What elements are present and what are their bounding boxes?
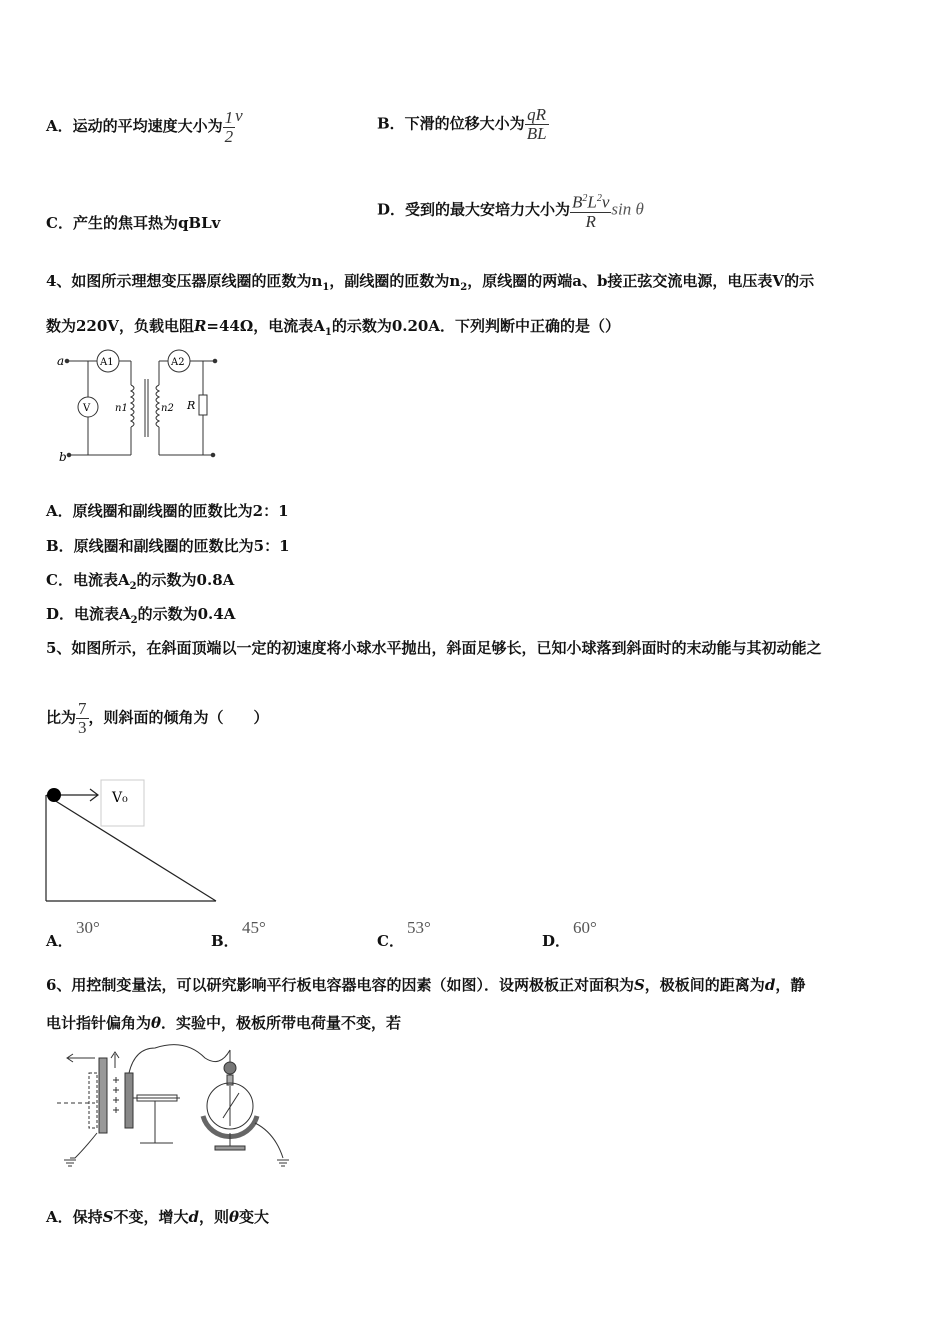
var-theta: θ (229, 1208, 240, 1226)
fraction-force (570, 190, 611, 231)
transformer-diagram (55, 345, 225, 470)
frac-num: 7 (78, 699, 87, 718)
q4-option-c (46, 569, 234, 592)
label-n2: n2 (161, 403, 174, 414)
var-s: S (633, 976, 645, 994)
text: 不变，增大 (113, 1208, 189, 1226)
capacitor-diagram (55, 1038, 300, 1178)
q4-option-d (46, 603, 235, 626)
text: C．电流表A (46, 571, 130, 589)
q3-option-c (46, 212, 220, 233)
frac-num: qR (525, 106, 549, 125)
option-c-label: C．产生的焦耳热为qBLv (46, 214, 221, 232)
sub: 2 (129, 581, 137, 592)
sub: 2 (460, 282, 468, 293)
fraction-half (223, 109, 236, 146)
text: 的示数为0.4A (137, 605, 236, 623)
label-b: b (59, 450, 67, 464)
frac-den: BL (526, 124, 547, 143)
q6-line-1 (46, 966, 908, 1004)
q4-line-1 (46, 262, 908, 307)
text: ，静 (775, 976, 806, 994)
sub: 1 (322, 282, 330, 293)
label-a2: A2 (171, 357, 185, 368)
var-r: R (193, 317, 207, 335)
q5-option-b: B． (211, 932, 239, 950)
q5-option-a: A． (46, 932, 73, 950)
q5-line-2 (46, 700, 269, 737)
label-a1: A1 (100, 357, 114, 368)
ball (47, 788, 61, 802)
frac-num (570, 190, 611, 213)
q5-option-d-value: 60° (573, 918, 597, 937)
text: ，则 (199, 1208, 230, 1226)
q5-option-a-value: 30° (76, 918, 100, 937)
text: 6、用控制变量法，可以研究影响平行板电容器电容的因素（如图）．设两极板正对面积为 (46, 976, 634, 994)
sin-theta: sin θ (611, 199, 644, 219)
q5-option-b-value: 45° (242, 918, 266, 937)
text: =44Ω，电流表A (206, 317, 325, 335)
q3-option-d (377, 190, 644, 231)
text: 变大 (239, 1208, 270, 1226)
option-a-label: A．运动的平均速度大小为 (46, 117, 223, 135)
text: 的示数为0.8A (136, 571, 235, 589)
sub: 1 (324, 327, 332, 338)
q6-option-a (46, 1206, 269, 1227)
label-v: V (83, 403, 91, 414)
q5-line-1: 5、如图所示，在斜面顶端以一定的初速度将小球水平抛出，斜面足够长，已知小球落到斜面时的末动能与其初动能之 (46, 639, 822, 657)
option-b-label: B．下滑的位移大小为 (377, 114, 525, 133)
frac-den: R (585, 211, 596, 231)
var-v: v (601, 192, 610, 212)
sup-2: 2 (596, 193, 602, 204)
text: 电计指针偏角为 (46, 1014, 152, 1032)
q6-stem (46, 966, 908, 1042)
fraction-7-3 (76, 700, 89, 737)
text: ，极板间的距离为 (644, 976, 765, 994)
var-v: v (235, 106, 243, 125)
text: ，副线圈的匝数为n (329, 272, 461, 290)
option-d-label: D．受到的最大安培力大小为 (377, 200, 571, 219)
frac-den: 3 (78, 718, 87, 737)
v0-label: V₀ (112, 790, 128, 806)
label-a: a (57, 354, 65, 368)
q3-option-a (46, 106, 243, 146)
var-s: S (102, 1208, 114, 1226)
text: 数为220V，负载电阻 (46, 317, 194, 335)
q4-option-b: B．原线圈和副线圈的匝数比为5：1 (46, 537, 290, 555)
frac-den: 2 (224, 126, 234, 146)
var-b: B (572, 192, 583, 212)
text: D．电流表A (46, 605, 131, 623)
fraction-qr-bl (525, 106, 549, 143)
q3-option-b (377, 106, 549, 143)
q4-option-a: A．原线圈和副线圈的匝数比为2：1 (46, 502, 289, 520)
var-l: L (587, 192, 597, 212)
q6-line-2 (46, 1004, 908, 1042)
q5-option-c: C． (377, 932, 404, 950)
label-r: R (187, 399, 196, 412)
label-n1: n1 (115, 403, 128, 414)
text: 4、如图所示理想变压器原线圈的匝数为n (46, 272, 323, 290)
text: ，原线圈的两端a、b接正弦交流电源，电压表V的示 (467, 272, 815, 290)
text: A．保持 (46, 1208, 103, 1226)
q4-stem (46, 262, 908, 352)
sup-2: 2 (582, 193, 588, 204)
var-d: d (188, 1208, 199, 1226)
text: 的示数为0.20A．下列判断中正确的是（） (331, 317, 621, 335)
text: ．实验中，极板所带电荷量不变，若 (161, 1014, 402, 1032)
q5-option-d: D． (542, 932, 571, 950)
sub: 2 (130, 615, 138, 626)
text: ，则斜面的倾角为（ ） (88, 708, 269, 727)
text: 比为 (46, 708, 77, 727)
incline-diagram (40, 775, 230, 905)
frac-num: 1 (224, 107, 234, 127)
var-d: d (764, 976, 776, 994)
var-theta: θ (151, 1014, 162, 1032)
q5-option-c-value: 53° (407, 918, 431, 937)
